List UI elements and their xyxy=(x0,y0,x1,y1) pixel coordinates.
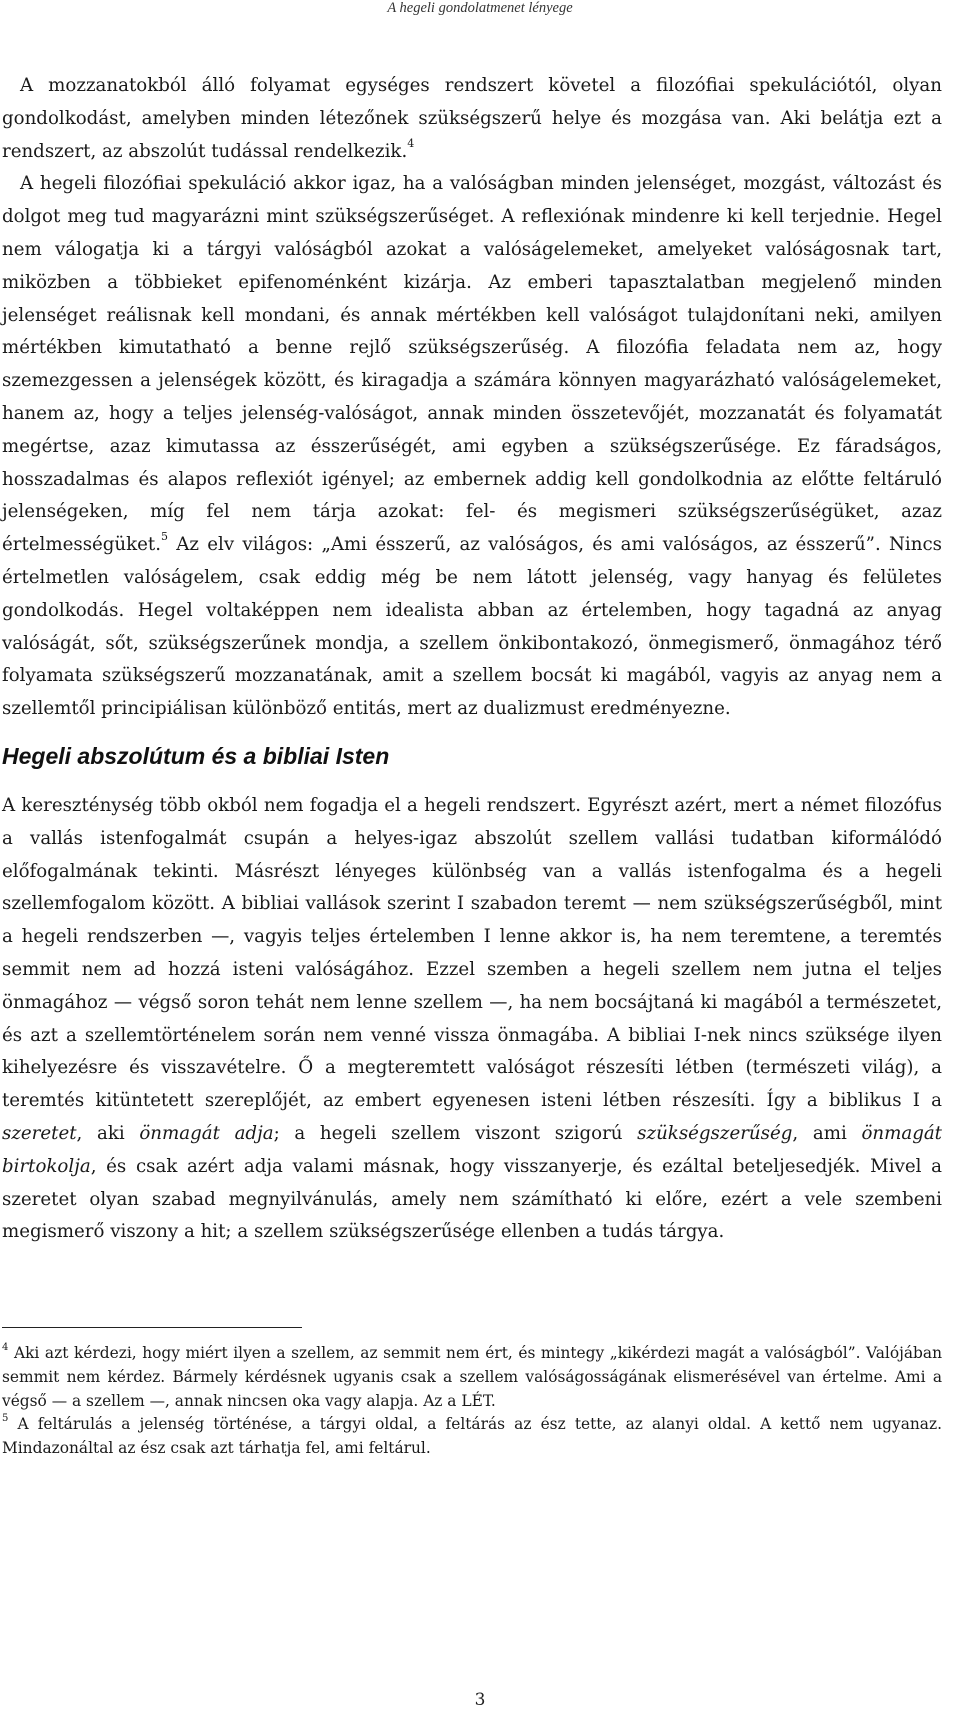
paragraph-text: A kereszténység több okból nem fogadja el a hegeli rendszert. Egyrészt azért, mert a német filozófus a vallás istenfogalmát csupán a helyes-igaz abszolút szellem vallási tudatban kiformálódó előfogalmának tekinti. Másrészt lényeges különbség van a vallás istenfogalma és a hegeli szellemfogalom között. A bibliai vallások szerint I szabadon teremt — nem szükségszerűségből, mint a hegeli rendszerben —, vagyis teljes értelemben I lenne akkor is, ha nem teremtene, a teremtés semmit nem ad hozzá isteni valóságához. Ezzel szemben a hegeli szellem nem jutna el teljes önmagához — végső soron tehát nem lenne szellem —, ha nem bocsájtaná ki magából a természetet, és azt a szellemtörténelem során nem venné vissza önmagába. A bibliai I-nek nincs szüksége ilyen kihelyezésre és visszavételre. Ő a megteremtett valóságot részesíti létben (természeti világ), a teremtés kitüntetett szereplőjét, az embert egyenesen isteni létben részesíti. Így a biblikus I a xyxy=(2,795,942,1112)
footnote-divider xyxy=(2,1327,302,1328)
paragraph-text: , ami xyxy=(792,1122,862,1144)
paragraph-text: , aki xyxy=(76,1122,140,1144)
paragraph-text: A hegeli filozófiai spekuláció akkor igaz, ha a valóságban minden jelenséget, mozgást, változást és dolgot meg tud magyarázni mint szükségszerűséget. A reflexiónak mindenre ki kell terjednie. Hegel nem válogatja ki a tárgyi valóságból azokat a valóságelemeket, amelyeket valóságosnak tart, miközben a többieket epifenoménként kizárja. Az emberi tapasztalatban megjelenő minden jelenséget reálisnak kell mondani, és annak mértékben kell valóságot tulajdonítani neki, amilyen mértékben kimutatható a benne rejlő szükségszerűség. A filozófia feladata nem az, hogy szemezgessen a jelenségek között, és kiragadja a számára könnyen magyarázható valóságelemeket, hanem az, hogy a teljes jelenség-valóságot, annak minden összetevőjét, mozzanatát és folyamatát megértse, azaz kimutassa az ésszerűségét, ami egyben a szükségszerűsége. Ez fáradságos, hosszadalmas és alapos reflexiót igényel; az embernek addig kell gondolkodnia az előtte feltáruló jelenségeken, míg fel nem tárja azokat: fel- és megismeri szükségszerűségüket, azaz értelmességüket. xyxy=(2,173,942,556)
emphasis: önmagát birtokolja xyxy=(2,1122,942,1177)
footnote xyxy=(2,1413,942,1461)
paragraph xyxy=(2,70,942,168)
paragraph-text: A mozzanatokból álló folyamat egységes rendszert követel a filozófiai spekulációtól, olyan gondolkodást, amelyben minden létezőnek szükségszerű helye és mozgása van. Aki belátja ezt a rendszert, az abszolút tudással rendelkezik. xyxy=(2,75,942,162)
footnote-number: 5 xyxy=(2,1413,9,1425)
section-body xyxy=(2,790,942,1249)
footnote-number: 4 xyxy=(2,1342,9,1353)
intro-body xyxy=(2,70,942,726)
emphasis: önmagát adja xyxy=(139,1122,274,1144)
paragraph-text: Az elv világos: „Ami ésszerű, az valóságos, és ami valóságos, az ésszerű”. Nincs értelmetlen valóságelem, csak eddig még be nem látott jelenség, vagy hanyag és felületes gondolkodás. Hegel voltaképpen nem idealista abban az értelemben, hogy tagadná az anyag valóságát, sőt, szükségszerűnek mondja, a szellem önkibontakozó, önmegismerő, önmagához térő folyamata szükségszerű mozzanatának, amit a szellem bocsát ki magából, vagyis az anyag nem a szellemtől principiálisan különböző entitás, mert az dualizmust eredményezne. xyxy=(2,534,942,720)
running-header: A hegeli gondolatmenet lényege xyxy=(387,0,573,16)
paragraph xyxy=(2,168,942,726)
footnotes xyxy=(2,1342,942,1461)
paragraph xyxy=(2,790,942,1249)
paragraph-text: ; a hegeli szellem viszont szigorú xyxy=(273,1122,638,1144)
paragraph-text: , és csak azért adja valami másnak, hogy visszanyerje, és ezáltal beteljesedjék. Mivel a szeretet olyan szabad megnyilvánulás, amely nem számítható ki előre, ezért a vele szembeni megismerő viszony a hit; a szellem szükségszerűsége ellenben a tudás tárgya. xyxy=(2,1155,942,1243)
footnote-ref[interactable]: 4 xyxy=(407,136,415,150)
footnote xyxy=(2,1342,942,1413)
emphasis: szükségszerűség xyxy=(637,1122,793,1144)
footnote-text: Aki azt kérdezi, hogy miért ilyen a szellem, az semmit nem ért, és mintegy „kikérdezi magát a valóságból”. Valójában semmit nem kérdez. Bármely kérdésnek ugyanis csak a szellem valóságosságának elismerésével van értelme. Ami a végső — a szellem —, annak nincsen oka vagy alapja. Az a LÉT. xyxy=(2,1344,942,1410)
page-number: 3 xyxy=(474,1690,486,1710)
footnote-ref[interactable]: 5 xyxy=(161,530,169,544)
emphasis: szeretet xyxy=(2,1122,77,1144)
footnote-text: A feltárulás a jelenség történése, a tárgyi oldal, a feltárás az ész tette, az alanyi oldal. A kettő nem ugyanaz. Mindazonáltal az ész csak azt tárhatja fel, ami feltárul. xyxy=(2,1415,942,1458)
section-heading: Hegeli abszolútum és a bibliai Isten xyxy=(2,743,390,769)
